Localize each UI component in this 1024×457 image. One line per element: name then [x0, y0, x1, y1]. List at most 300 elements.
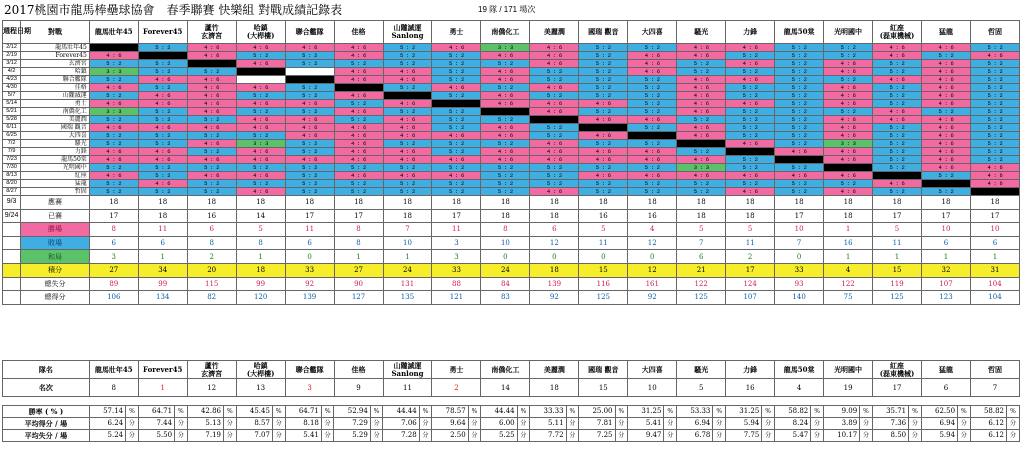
match-cell: 5 : 2: [383, 52, 432, 60]
match-cell: 5 : 2: [383, 164, 432, 172]
match-cell: 4 : 6: [873, 108, 922, 116]
stat-value: 18: [873, 196, 922, 210]
match-cell: 5 : 2: [432, 92, 481, 100]
pct-unit: 分: [958, 430, 971, 442]
match-cell: 4 : 6: [187, 84, 236, 92]
match-cell: 5 : 2: [579, 44, 628, 52]
stat-value: 15: [873, 263, 922, 277]
match-cell: 4 : 6: [236, 156, 285, 164]
match-cell: 5 : 2: [187, 116, 236, 124]
match-cell: 4 : 6: [726, 60, 775, 68]
pct-unit: %: [713, 406, 726, 418]
match-cell: 5 : 2: [726, 52, 775, 60]
stat-value: 7: [775, 236, 824, 250]
match-cell: 4 : 6: [89, 52, 138, 60]
match-cell: 4 : 6: [187, 44, 236, 52]
rank-team-name: 佳格: [334, 361, 383, 379]
match-cell: 5 : 2: [775, 132, 824, 140]
match-cell: 5 : 2: [187, 180, 236, 188]
stat-value: 2: [726, 250, 775, 264]
pct-unit: 分: [860, 418, 873, 430]
match-cell: 4 : 6: [922, 44, 971, 52]
stat-value: 0: [530, 250, 579, 264]
match-cell: 5 : 2: [873, 100, 922, 108]
match-cell: [628, 132, 677, 140]
match-cell: 5 : 2: [285, 180, 334, 188]
stat-value: 2: [187, 250, 236, 264]
stat-label-win: 勝場: [21, 223, 90, 237]
match-cell: 4 : 6: [334, 132, 383, 140]
stat-value: 8: [334, 223, 383, 237]
date-cell: 8/27: [3, 188, 21, 196]
match-cell: 4 : 6: [334, 76, 383, 84]
match-cell: 5 : 2: [481, 164, 530, 172]
match-cell: 4 : 6: [579, 148, 628, 156]
stat-value: 1: [824, 223, 873, 237]
match-cell: 5 : 2: [873, 84, 922, 92]
rank-team-name: 蘆竹 玄濟宮: [187, 361, 236, 379]
match-cell: 4 : 6: [89, 84, 138, 92]
stat-value: 17: [970, 209, 1019, 223]
match-cell: 5 : 2: [726, 124, 775, 132]
match-cell: 5 : 2: [383, 188, 432, 196]
stat-value: 139: [285, 291, 334, 305]
match-cell: 5 : 2: [138, 60, 187, 68]
pct-value: 9.47: [628, 430, 664, 442]
stat-value: 17: [334, 209, 383, 223]
match-cell: 4 : 6: [285, 44, 334, 52]
match-cell: 4 : 6: [432, 44, 481, 52]
match-cell: 5 : 2: [138, 172, 187, 180]
stat-value: 7: [383, 223, 432, 237]
match-cell: 4 : 6: [530, 156, 579, 164]
stat-value: 18: [824, 209, 873, 223]
stat-value: 1: [970, 250, 1019, 264]
pct-unit: 分: [1007, 418, 1020, 430]
pct-unit: 分: [419, 418, 432, 430]
match-cell: 4 : 6: [677, 100, 726, 108]
match-cell: 4 : 6: [383, 76, 432, 84]
pct-unit: 分: [566, 430, 579, 442]
stat-label-played: 已賽: [21, 209, 90, 223]
match-cell: 4 : 6: [138, 92, 187, 100]
match-cell: 4 : 6: [970, 180, 1019, 188]
stat-value: 0: [775, 250, 824, 264]
match-cell: 5 : 2: [481, 84, 530, 92]
match-cell: 4 : 6: [187, 172, 236, 180]
match-cell: [530, 116, 579, 124]
match-cell: 5 : 2: [579, 68, 628, 76]
match-cell: 4 : 6: [970, 164, 1019, 172]
stat-value: 127: [334, 291, 383, 305]
match-cell: 5 : 2: [481, 188, 530, 196]
match-cell: 4 : 6: [236, 60, 285, 68]
stat-value: 14: [236, 209, 285, 223]
stat-value: 10: [970, 223, 1019, 237]
team-header: 蘆竹 玄濟宮: [187, 21, 236, 44]
stat-value: 11: [138, 223, 187, 237]
pct-unit: %: [126, 406, 139, 418]
match-cell: 5 : 2: [138, 140, 187, 148]
match-cell: 4 : 6: [628, 60, 677, 68]
pct-value: 7.07: [236, 430, 272, 442]
stat-value: 18: [775, 196, 824, 210]
match-cell: 5 : 2: [726, 164, 775, 172]
stat-value: 18: [628, 196, 677, 210]
match-cell: 5 : 2: [873, 156, 922, 164]
rank-value: 7: [970, 379, 1019, 397]
date-cell: 4/30: [3, 84, 21, 92]
pct-value: 7.44: [138, 418, 174, 430]
match-cell: 5 : 2: [628, 164, 677, 172]
match-cell: 4 : 6: [628, 116, 677, 124]
stat-value: 11: [285, 223, 334, 237]
stat-value: 18: [383, 209, 432, 223]
match-cell: 5 : 2: [824, 44, 873, 52]
pct-value: 6.94: [921, 418, 957, 430]
pct-value: 42.86: [187, 406, 223, 418]
pct-value: 58.82: [970, 406, 1006, 418]
date-cell: 8/13: [3, 172, 21, 180]
pct-unit: %: [175, 406, 188, 418]
pct-unit: %: [419, 406, 432, 418]
rank-team-name: 紅座 (磊東機械): [873, 361, 922, 379]
pct-value: 5.24: [89, 430, 125, 442]
rank-value: 8: [89, 379, 138, 397]
match-cell: 5 : 2: [628, 100, 677, 108]
rank-value: 1: [138, 379, 187, 397]
stat-value: 92: [628, 291, 677, 305]
match-cell: 5 : 2: [628, 44, 677, 52]
match-cell: 5 : 2: [432, 164, 481, 172]
pct-unit: %: [272, 406, 285, 418]
pct-value: 31.25: [628, 406, 664, 418]
match-cell: 4 : 6: [922, 124, 971, 132]
stat-value: 4: [824, 263, 873, 277]
stat-value: 18: [236, 196, 285, 210]
match-cell: 5 : 2: [775, 140, 824, 148]
pct-value: 57.14: [89, 406, 125, 418]
match-cell: 5 : 2: [775, 92, 824, 100]
pct-unit: 分: [126, 430, 139, 442]
stat-value: 1: [922, 250, 971, 264]
stat-value: 6: [922, 236, 971, 250]
match-cell: 4 : 6: [187, 100, 236, 108]
match-cell: 5 : 2: [775, 108, 824, 116]
team-header: 紅座 (磊東機械): [873, 21, 922, 44]
match-cell: 3 : 3: [677, 164, 726, 172]
match-cell: 5 : 2: [677, 188, 726, 196]
match-cell: 4 : 6: [530, 188, 579, 196]
match-cell: 4 : 6: [285, 156, 334, 164]
match-cell: 5 : 2: [677, 68, 726, 76]
match-cell: 5 : 2: [579, 84, 628, 92]
pct-value: 3.89: [823, 418, 859, 430]
match-cell: 4 : 6: [138, 124, 187, 132]
match-cell: 4 : 6: [922, 164, 971, 172]
match-cell: 4 : 6: [187, 52, 236, 60]
pct-value: 44.44: [481, 406, 517, 418]
match-cell: 5 : 2: [873, 124, 922, 132]
date-cell: 4/2: [3, 68, 21, 76]
pct-unit: 分: [517, 430, 530, 442]
match-cell: 4 : 6: [334, 140, 383, 148]
match-cell: 5 : 2: [285, 108, 334, 116]
match-cell: 5 : 2: [579, 52, 628, 60]
match-cell: 4 : 6: [383, 156, 432, 164]
match-cell: 4 : 6: [579, 132, 628, 140]
pct-unit: 分: [762, 418, 775, 430]
match-cell: 5 : 2: [677, 180, 726, 188]
match-cell: 5 : 2: [726, 92, 775, 100]
stat-value: 104: [970, 291, 1019, 305]
pct-unit: %: [664, 406, 677, 418]
stat-value: 11: [873, 236, 922, 250]
stat-value: 1: [138, 250, 187, 264]
stat-value: 131: [383, 277, 432, 291]
stat-value: 125: [873, 291, 922, 305]
stat-value: 4: [628, 223, 677, 237]
match-cell: 5 : 2: [775, 188, 824, 196]
pct-value: 5.41: [628, 418, 664, 430]
stat-value: 0: [285, 250, 334, 264]
stat-value: 10: [383, 236, 432, 250]
match-cell: 4 : 6: [922, 92, 971, 100]
row-team-name: 佳格: [21, 84, 90, 92]
match-cell: 3 : 3: [89, 108, 138, 116]
match-cell: 5 : 2: [89, 60, 138, 68]
pct-unit: 分: [126, 418, 139, 430]
rank-team-name: 國瑞 觀音: [579, 361, 628, 379]
match-cell: 5 : 2: [970, 140, 1019, 148]
match-cell: 4 : 6: [334, 172, 383, 180]
match-cell: 5 : 2: [970, 156, 1019, 164]
match-cell: 4 : 6: [89, 156, 138, 164]
match-cell: 5 : 2: [334, 188, 383, 196]
stat-value: 18: [922, 196, 971, 210]
match-cell: [432, 100, 481, 108]
stat-value: 107: [922, 277, 971, 291]
match-cell: 5 : 2: [628, 76, 677, 84]
pct-value: 6.78: [677, 430, 713, 442]
match-cell: 3 : 3: [481, 44, 530, 52]
match-cell: 5 : 2: [285, 52, 334, 60]
stat-label-draw: 和局: [21, 250, 90, 264]
match-cell: 5 : 2: [432, 68, 481, 76]
pct-unit: 分: [224, 418, 237, 430]
stat-value: 124: [726, 277, 775, 291]
match-cell: 5 : 2: [236, 52, 285, 60]
match-cell: 4 : 6: [677, 108, 726, 116]
stat-value: 18: [432, 196, 481, 210]
date-cell: 8/20: [3, 180, 21, 188]
stat-value: 18: [530, 209, 579, 223]
match-cell: [334, 84, 383, 92]
rank-value: 4: [775, 379, 824, 397]
match-cell: 4 : 6: [579, 156, 628, 164]
rank-value: 18: [530, 379, 579, 397]
stat-label-loss: 敗場: [21, 236, 90, 250]
match-cell: 5 : 2: [628, 108, 677, 116]
match-cell: 5 : 2: [334, 164, 383, 172]
pct-value: 7.19: [187, 430, 223, 442]
match-cell: 5 : 2: [432, 124, 481, 132]
pct-unit: 分: [175, 430, 188, 442]
stat-value: 8: [89, 223, 138, 237]
match-cell: 4 : 6: [481, 52, 530, 60]
stat-value: 90: [334, 277, 383, 291]
match-cell: 4 : 6: [726, 172, 775, 180]
rank-value: 19: [824, 379, 873, 397]
pct-unit: 分: [958, 418, 971, 430]
stat-value: 18: [579, 196, 628, 210]
pct-unit: 分: [419, 430, 432, 442]
match-cell: 4 : 6: [726, 44, 775, 52]
match-cell: 5 : 2: [481, 60, 530, 68]
pct-value: 5.50: [138, 430, 174, 442]
pct-unit: 分: [370, 430, 383, 442]
date-cell: 2/19: [3, 52, 21, 60]
stat-value: 18: [334, 196, 383, 210]
match-cell: 5 : 2: [726, 84, 775, 92]
pct-value: 8.18: [285, 418, 321, 430]
rank-team-name: 力鋒: [726, 361, 775, 379]
match-cell: 5 : 2: [970, 68, 1019, 76]
match-cell: 4 : 6: [530, 140, 579, 148]
stat-value: 6: [89, 236, 138, 250]
team-header: 力鋒: [726, 21, 775, 44]
stat-value: 1: [383, 250, 432, 264]
row-team-name: 國瑞 觀音: [21, 124, 90, 132]
stat-value: 75: [824, 291, 873, 305]
match-cell: 4 : 6: [579, 172, 628, 180]
date-cell: 6/25: [3, 132, 21, 140]
match-cell: 5 : 2: [138, 108, 187, 116]
pct-unit: 分: [468, 418, 481, 430]
row-team-name: 猛龍: [21, 180, 90, 188]
stat-value: 18: [236, 263, 285, 277]
stat-value: 161: [628, 277, 677, 291]
stat-value: 33: [432, 263, 481, 277]
match-cell: 5 : 2: [187, 164, 236, 172]
pct-label-win: 勝率 ( % ): [3, 406, 90, 418]
stat-value: 88: [432, 277, 481, 291]
pct-value: 7.81: [579, 418, 615, 430]
pct-value: 58.82: [774, 406, 810, 418]
pct-value: 7.25: [579, 430, 615, 442]
match-cell: 4 : 6: [970, 52, 1019, 60]
row-team-name: 山隴滅運: [21, 92, 90, 100]
rank-value: 5: [677, 379, 726, 397]
stat-value: 3: [89, 250, 138, 264]
match-cell: 5 : 2: [726, 156, 775, 164]
match-cell: 4 : 6: [236, 116, 285, 124]
pct-value: 5.25: [481, 430, 517, 442]
rank-team-name: 騷光: [677, 361, 726, 379]
match-cell: 5 : 2: [726, 68, 775, 76]
match-cell: 4 : 6: [481, 100, 530, 108]
pct-unit: 分: [566, 418, 579, 430]
stat-value: 8: [236, 236, 285, 250]
stat-value: 33: [285, 263, 334, 277]
match-cell: 5 : 2: [432, 76, 481, 84]
rank-team-name: 龍馬壯年45: [89, 361, 138, 379]
match-cell: 5 : 2: [873, 92, 922, 100]
rank-value: 3: [285, 379, 334, 397]
match-cell: 5 : 2: [89, 92, 138, 100]
stat-value: 6: [970, 236, 1019, 250]
match-cell: 4 : 6: [922, 140, 971, 148]
pct-value: 5.94: [725, 418, 761, 430]
pct-value: 6.24: [89, 418, 125, 430]
stat-value: 12: [628, 236, 677, 250]
stat-value: 122: [677, 277, 726, 291]
stat-value: 18: [530, 263, 579, 277]
pct-unit: %: [958, 406, 971, 418]
pct-unit: 分: [713, 430, 726, 442]
pct-unit: %: [909, 406, 922, 418]
rank-team-name: 龍馬50棠: [775, 361, 824, 379]
match-cell: 4 : 6: [432, 156, 481, 164]
row-team-name: 騷光: [21, 140, 90, 148]
pct-unit: 分: [909, 418, 922, 430]
pct-value: 2.50: [432, 430, 468, 442]
match-cell: 5 : 2: [481, 140, 530, 148]
match-cell: 5 : 2: [334, 116, 383, 124]
stat-value: 21: [677, 263, 726, 277]
match-cell: 4 : 6: [824, 132, 873, 140]
match-cell: 5 : 2: [970, 44, 1019, 52]
pct-unit: %: [811, 406, 824, 418]
match-cell: [922, 180, 971, 188]
match-cell: 5 : 2: [579, 188, 628, 196]
match-cell: 5 : 2: [285, 84, 334, 92]
stat-value: 16: [579, 209, 628, 223]
pct-value: 8.24: [774, 418, 810, 430]
match-cell: 4 : 6: [530, 108, 579, 116]
match-cell: 4 : 6: [236, 124, 285, 132]
row-team-name: 大四喜: [21, 132, 90, 140]
match-cell: 4 : 6: [530, 52, 579, 60]
stat-value: 18: [677, 196, 726, 210]
stat-value: 6: [530, 223, 579, 237]
stat-value: 107: [726, 291, 775, 305]
match-cell: 4 : 6: [187, 156, 236, 164]
match-cell: 4 : 6: [873, 44, 922, 52]
team-header: 南僑化工: [481, 21, 530, 44]
match-cell: 5 : 2: [138, 84, 187, 92]
pct-value: 53.33: [677, 406, 713, 418]
match-cell: 5 : 2: [236, 132, 285, 140]
match-cell: 5 : 2: [628, 180, 677, 188]
row-team-name: 美麗潤: [21, 116, 90, 124]
pct-unit: 分: [321, 430, 334, 442]
rank-value: 2: [432, 379, 481, 397]
rank-value: 17: [873, 379, 922, 397]
pct-unit: %: [321, 406, 334, 418]
stat-value: 135: [383, 291, 432, 305]
match-cell: 4 : 6: [138, 148, 187, 156]
games-count: 19 隊 / 171 場次: [478, 5, 536, 14]
match-matrix: [2, 20, 1020, 305]
match-cell: 5 : 2: [530, 92, 579, 100]
stat-value: 99: [138, 277, 187, 291]
match-cell: 4 : 6: [383, 124, 432, 132]
match-cell: 4 : 6: [922, 76, 971, 84]
match-cell: 5 : 2: [970, 132, 1019, 140]
rank-value: 9: [334, 379, 383, 397]
pct-value: 7.28: [383, 430, 419, 442]
